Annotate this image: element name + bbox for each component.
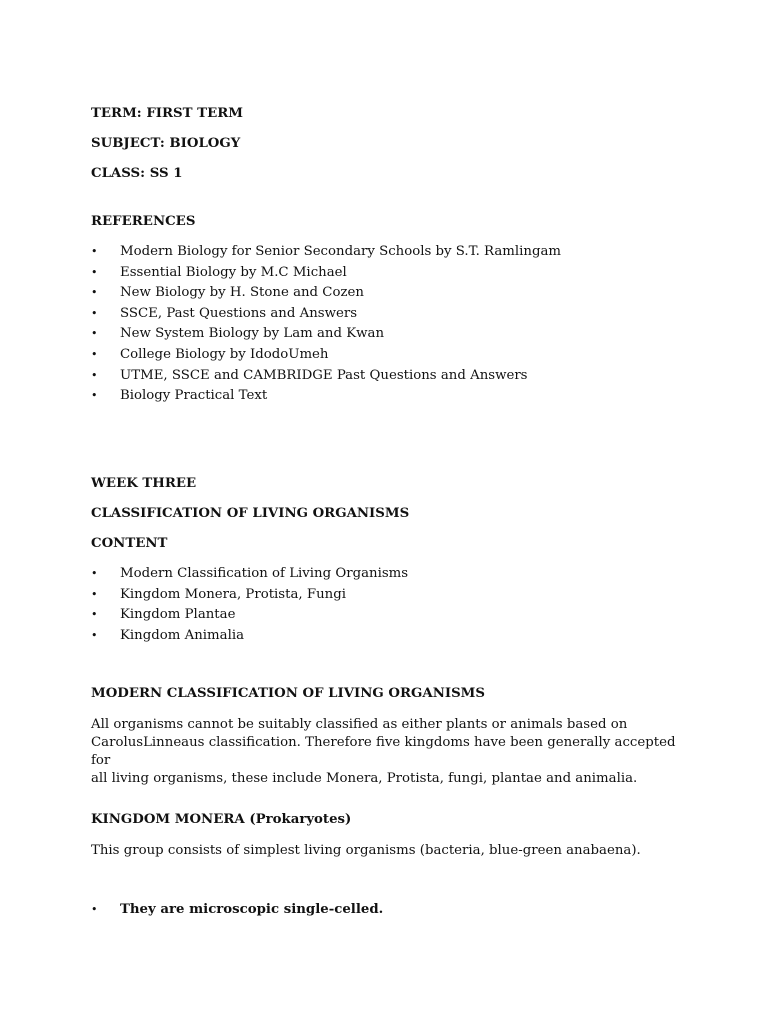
paragraph-line: CarolusLinneaus classification. Therefore five kingdoms have been generally accepted for [91, 735, 676, 768]
monera-bullet-text: They are microscopic single-celled. [120, 902, 384, 917]
reference-text: UTME, SSCE and CAMBRIDGE Past Questions and Answers [120, 367, 528, 383]
content-text: Kingdom Plantae [120, 607, 236, 623]
reference-text: Modern Biology for Senior Secondary Schools by S.T. Ramlingam [120, 244, 561, 259]
monera-heading: KINGDOM MONERA (Prokaryotes) [91, 812, 352, 827]
paragraph-line: All organisms cannot be suitably classified as either plants or animals based on [91, 717, 628, 732]
reference-text: New Biology by H. Stone and Cozen [120, 285, 364, 301]
reference-text: SSCE, Past Questions and Answers [120, 305, 358, 321]
bullet-icon: • [91, 903, 98, 916]
reference-text: Essential Biology by M.C Michael [120, 264, 347, 280]
bullet-icon: • [91, 306, 98, 320]
week-heading: WEEK THREE [91, 476, 197, 491]
bullet-icon: • [91, 389, 98, 403]
bullet-icon: • [91, 245, 98, 258]
reference-text: College Biology by IdodoUmeh [120, 346, 329, 362]
subject-heading: SUBJECT: BIOLOGY [91, 136, 241, 151]
monera-intro: This group consists of simplest living organisms (bacteria, blue-green anabaena). [91, 843, 641, 858]
bullet-icon: • [91, 587, 98, 601]
content-text: Kingdom Animalia [120, 627, 245, 643]
bullet-icon: • [91, 628, 98, 642]
bullet-icon: • [91, 327, 98, 341]
content-text: Modern Classification of Living Organisms [120, 566, 409, 581]
topic-heading: CLASSIFICATION OF LIVING ORGANISMS [91, 506, 410, 521]
bullet-icon: • [91, 265, 98, 279]
term-heading: TERM: FIRST TERM [91, 106, 243, 121]
references-heading: REFERENCES [91, 214, 196, 229]
bullet-icon: • [91, 286, 98, 300]
modern-classification-heading: MODERN CLASSIFICATION OF LIVING ORGANISMS [91, 686, 485, 701]
bullet-icon: • [91, 567, 98, 580]
reference-text: Biology Practical Text [120, 388, 268, 404]
class-heading: CLASS: SS 1 [91, 166, 183, 181]
content-heading: CONTENT [91, 536, 168, 551]
content-text: Kingdom Monera, Protista, Fungi [120, 586, 346, 602]
paragraph-line: all living organisms, these include Monera, Protista, fungi, plantae and animalia. [91, 771, 638, 786]
bullet-icon: • [91, 368, 98, 382]
reference-text: New System Biology by Lam and Kwan [120, 326, 385, 342]
modern-classification-paragraph [91, 716, 681, 788]
bullet-icon: • [91, 347, 98, 361]
bullet-icon: • [91, 608, 98, 622]
